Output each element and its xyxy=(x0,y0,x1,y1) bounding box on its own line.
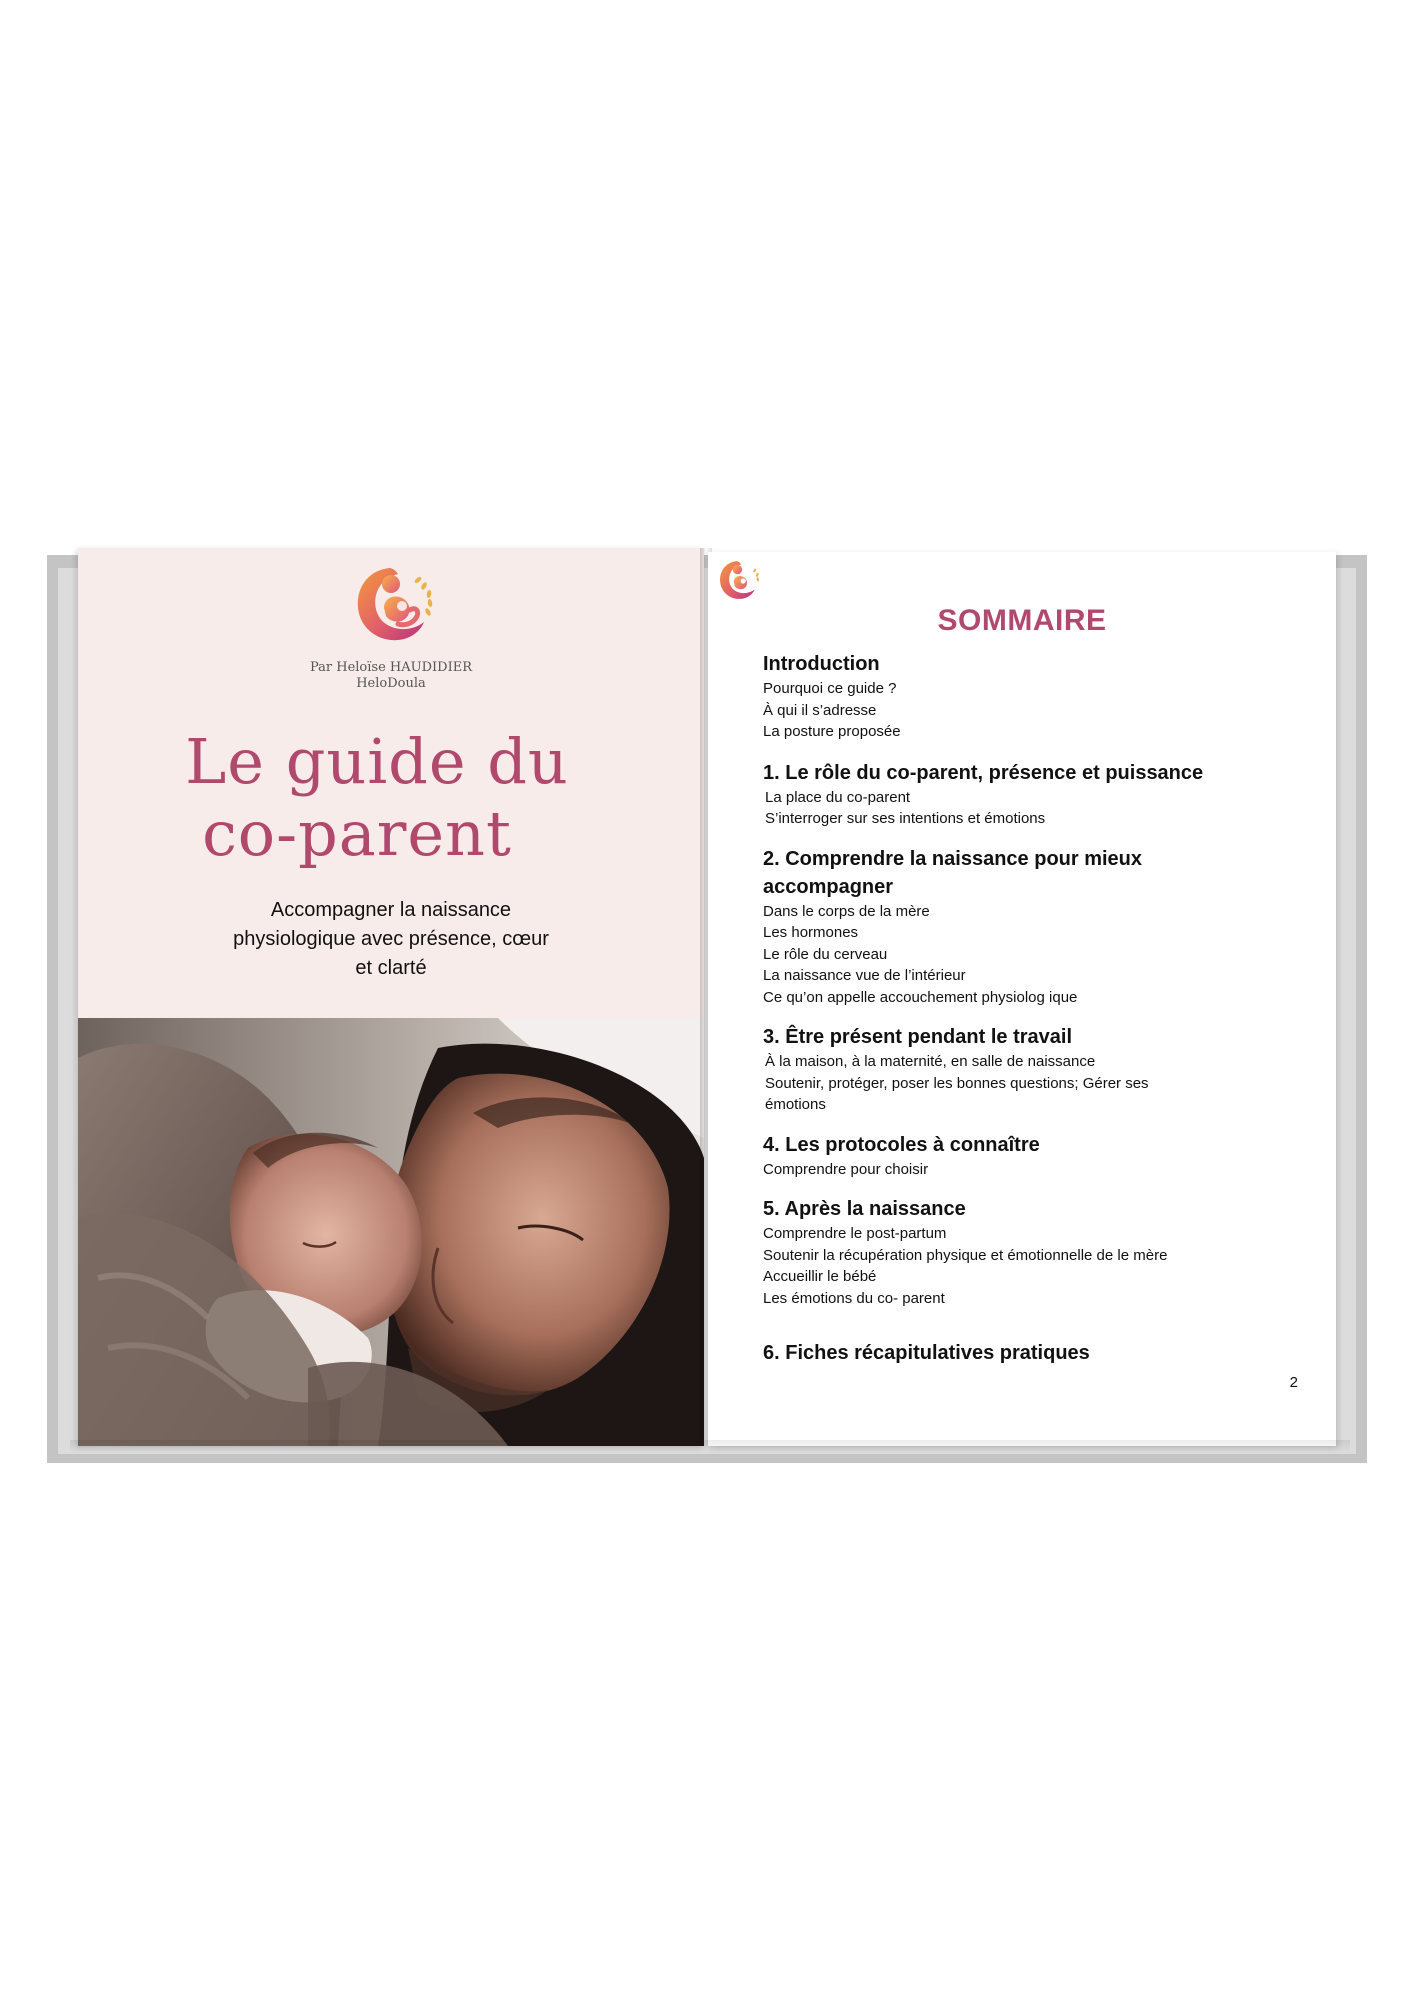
father-baby-photo xyxy=(78,1018,704,1446)
book-subtitle xyxy=(78,896,704,983)
subtitle-line: Accompagner la naissance xyxy=(270,899,512,921)
toc-heading: 4. Les protocoles à connaître xyxy=(763,1133,1040,1156)
toc-heading-continued: accompagner xyxy=(763,875,894,898)
subtitle-line: et clarté xyxy=(355,957,427,979)
toc-item: Les émotions du co- parent xyxy=(763,1289,945,1307)
toc-item: Soutenir, protéger, poser les bonnes questions; Gérer ses xyxy=(765,1074,1149,1092)
toc-section-5 xyxy=(763,1195,1303,1309)
toc-item: À qui il s’adresse xyxy=(763,701,877,719)
book-title-line1: Le guide du xyxy=(185,725,569,798)
toc-heading: 5. Après la naissance xyxy=(763,1198,966,1220)
toc-heading: 6. Fiches récapitulatives pratiques xyxy=(763,1342,1090,1364)
toc-section-6 xyxy=(763,1339,1303,1367)
toc-item: La posture proposée xyxy=(763,723,901,740)
toc-item: Le rôle du cerveau xyxy=(763,945,888,963)
toc-section-3 xyxy=(763,1023,1303,1116)
toc-item: Comprendre pour choisir xyxy=(763,1160,929,1178)
author-brand: HeloDoula xyxy=(356,676,426,691)
toc-section-4 xyxy=(763,1131,1303,1181)
helodoula-logo-small xyxy=(716,558,762,602)
toc-item: émotions xyxy=(765,1096,826,1113)
toc-heading: 3. Être présent pendant le travail xyxy=(763,1026,1072,1048)
toc-item: Pourquoi ce guide ? xyxy=(763,680,897,697)
toc-item: S’interroger sur ses intentions et émotions xyxy=(765,810,1046,827)
cover-page xyxy=(78,548,704,1446)
toc-item: La place du co-parent xyxy=(765,788,911,806)
page-shadow xyxy=(70,1440,1350,1452)
table-of-contents xyxy=(763,650,1303,1367)
toc-item: Dans le corps de la mère xyxy=(763,902,930,920)
toc-item: Ce qu’on appelle accouchement physiolog ique xyxy=(763,988,1078,1006)
toc-page xyxy=(708,552,1336,1446)
toc-item: La naissance vue de l’intérieur xyxy=(763,967,966,984)
toc-section-introduction xyxy=(763,650,1303,743)
toc-section-1 xyxy=(763,759,1303,830)
toc-heading: 2. Comprendre la naissance pour mieux xyxy=(763,847,1143,870)
toc-heading: Introduction xyxy=(763,653,880,675)
page-number: 2 xyxy=(1289,1374,1298,1391)
toc-section-2 xyxy=(763,845,1303,1009)
helodoula-logo xyxy=(350,562,438,646)
toc-heading: 1. Le rôle du co-parent, présence et puissance xyxy=(763,761,1204,784)
toc-item: Comprendre le post-partum xyxy=(763,1225,947,1242)
author-name: Par Heloïse HAUDIDIER xyxy=(309,660,472,675)
toc-item: Soutenir la récupération physique et émotionnelle de le mère xyxy=(763,1246,1168,1264)
book-title-line2: co-parent xyxy=(202,797,512,870)
toc-item: À la maison, à la maternité, en salle de naissance xyxy=(765,1053,1096,1070)
subtitle-line: physiologique avec présence, cœur xyxy=(233,928,549,950)
toc-title: SOMMAIRE xyxy=(937,604,1107,637)
toc-item: Accueillir le bébé xyxy=(763,1268,877,1285)
toc-item: Les hormones xyxy=(763,924,859,941)
